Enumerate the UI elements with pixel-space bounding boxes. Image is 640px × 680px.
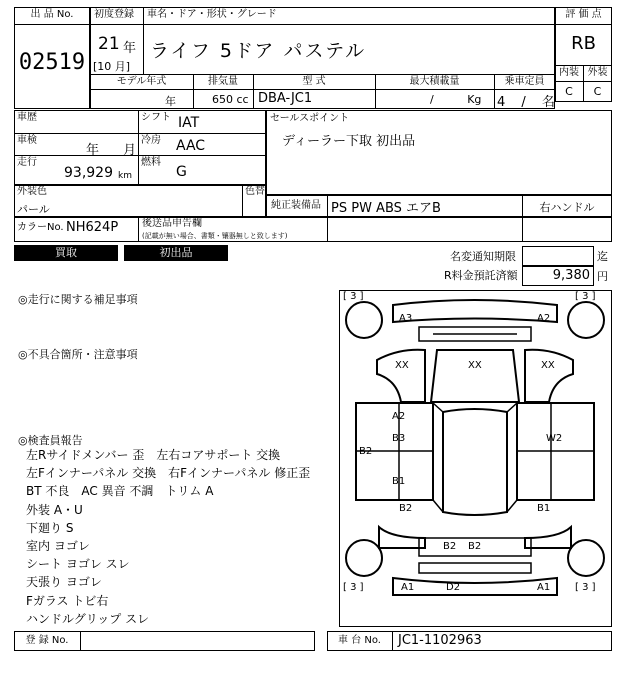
grade-value: RB	[571, 33, 596, 54]
fuel-value: G	[176, 164, 187, 180]
color-no-value: NH624P	[66, 220, 119, 235]
recolor-label: 色替	[245, 186, 265, 197]
report-line: 外装 A・U	[26, 502, 83, 517]
model-year-unit: 年	[165, 95, 176, 108]
inspector-heading: ◎検査員報告	[18, 434, 83, 447]
report-line: 室内 ヨゴレ	[26, 539, 90, 553]
year-value: 21	[98, 34, 120, 54]
mileage-label: 走行	[17, 157, 37, 168]
recycle-label: R料金預託済額	[444, 269, 518, 282]
recycle-value: 9,380	[552, 268, 590, 283]
max-load-value: / Kg	[430, 93, 482, 106]
name-change-box	[522, 246, 594, 266]
report-line: ハンドルグリップ スレ	[26, 611, 150, 626]
damage-fender-right: XX	[541, 360, 555, 371]
tire-bl: [ 3 ]	[343, 582, 364, 593]
inspection-label: 車検	[17, 135, 37, 146]
damage-left-door-front: B2	[359, 446, 373, 457]
car-outline	[339, 290, 612, 627]
chassis-value: JC1-1102963	[398, 633, 482, 648]
lot-number: 02519	[18, 50, 86, 75]
type-label: 型 式	[302, 76, 326, 87]
damage-fender-left: XX	[395, 360, 409, 371]
color-no-label: カラーNo.	[17, 222, 64, 233]
car-name-label: 車名・ドア・形状・グレード	[147, 9, 277, 20]
damage-front-left-bumper: A3	[399, 313, 413, 324]
inspection-value: 年 月	[86, 143, 137, 158]
steering-value: 右ハンドル	[539, 201, 595, 214]
model-year-label: モデル年式	[116, 76, 167, 87]
report-line: シート ヨゴレ スレ	[26, 557, 130, 572]
doc-note: (記載が無い場合、書類・镶器無しと致します)	[142, 232, 288, 240]
report-line: 下廻り S	[26, 520, 74, 535]
tire-br: [ 3 ]	[575, 582, 596, 593]
fuel-label: 燃料	[141, 157, 161, 168]
damage-hood: XX	[468, 360, 482, 371]
capacity-label: 乗車定員	[504, 76, 545, 87]
damage-front-right-bumper: A2	[537, 313, 551, 324]
damage-trunk-left: B2	[443, 541, 457, 552]
month-value: [10 月]	[93, 60, 131, 73]
color-label: 外装色	[17, 186, 47, 197]
grade-label: 評 価 点	[565, 9, 602, 20]
mileage-unit: km	[118, 171, 132, 181]
damage-rear-left: A1	[401, 582, 415, 593]
chassis-label: 車 台 No.	[338, 635, 381, 646]
history-label: 車歴	[17, 112, 37, 123]
damage-rear-right: A1	[537, 582, 551, 593]
report-line: 左Fインナーパネル 交換 右Fインナーパネル 修正歪	[26, 466, 311, 481]
report-line: BT 不良 AC 異音 不調 トリム A	[26, 484, 214, 499]
exterior-value: C	[593, 85, 602, 98]
sales-point-label: セールスポイント	[270, 113, 350, 124]
type-value: DBA-JC1	[258, 91, 313, 106]
displacement-value: 650 cc	[212, 93, 249, 106]
max-load-label: 最大積載量	[409, 76, 460, 87]
ac-label: 冷房	[141, 135, 161, 146]
mileage-value: 93,929	[64, 165, 113, 181]
capacity-value: 4 / 名	[497, 95, 555, 110]
first-reg-label: 初度登録	[94, 9, 134, 20]
interior-value: C	[565, 85, 573, 98]
damage-right-quarter: B1	[537, 503, 551, 514]
damage-right-door: W2	[546, 433, 563, 444]
defects-heading: ◎不具合箇所・注意事項	[18, 348, 138, 361]
driving-heading: ◎走行に関する補足事項	[18, 293, 138, 306]
doc-label: 後送品申告欄	[142, 218, 202, 229]
damage-roof-front: A2	[392, 411, 406, 422]
equipment-value: PS PW ABS エアB	[331, 201, 441, 216]
damage-roof-b3: B3	[392, 433, 406, 444]
report-line: Fガラス トビ右	[26, 593, 109, 608]
damage-left-door-rear: B2	[399, 503, 413, 514]
name-change-unit: 迄	[597, 250, 608, 263]
ac-value: AAC	[176, 138, 206, 154]
reg-no-label: 登 録 No.	[25, 635, 69, 646]
first-listing-tag: 初出品	[124, 245, 228, 261]
year-unit: 年	[123, 41, 137, 56]
recycle-unit: 円	[597, 270, 608, 283]
buy-tag: 買取	[14, 245, 118, 261]
color-box	[14, 185, 266, 217]
tire-tr: [ 3 ]	[575, 291, 596, 302]
report-line: 天張り ヨゴレ	[26, 575, 102, 590]
tire-tl: [ 3 ]	[343, 291, 364, 302]
color-value: パール	[17, 203, 50, 216]
lot-number-label: 出 品 No.	[30, 9, 74, 20]
shift-value: IAT	[178, 115, 200, 131]
damage-rear-center: D2	[446, 582, 461, 593]
report-line: 左Rサイドメンバー 歪 左右コアサポート 交換	[26, 448, 281, 462]
car-name: ライフ 5ドア パステル	[150, 40, 367, 62]
equipment-label: 純正装備品	[271, 200, 321, 211]
damage-trunk-right: B2	[468, 541, 482, 552]
sales-point-value: ディーラー下取 初出品	[282, 134, 416, 149]
damage-roof-b1: B1	[392, 476, 406, 487]
name-change-label: 名変通知期限	[450, 250, 516, 263]
exterior-label: 外装	[587, 67, 608, 78]
specs-box	[14, 110, 266, 185]
interior-label: 内装	[559, 67, 579, 78]
shift-label: シフト	[141, 112, 171, 123]
displacement-label: 排気量	[208, 76, 238, 87]
